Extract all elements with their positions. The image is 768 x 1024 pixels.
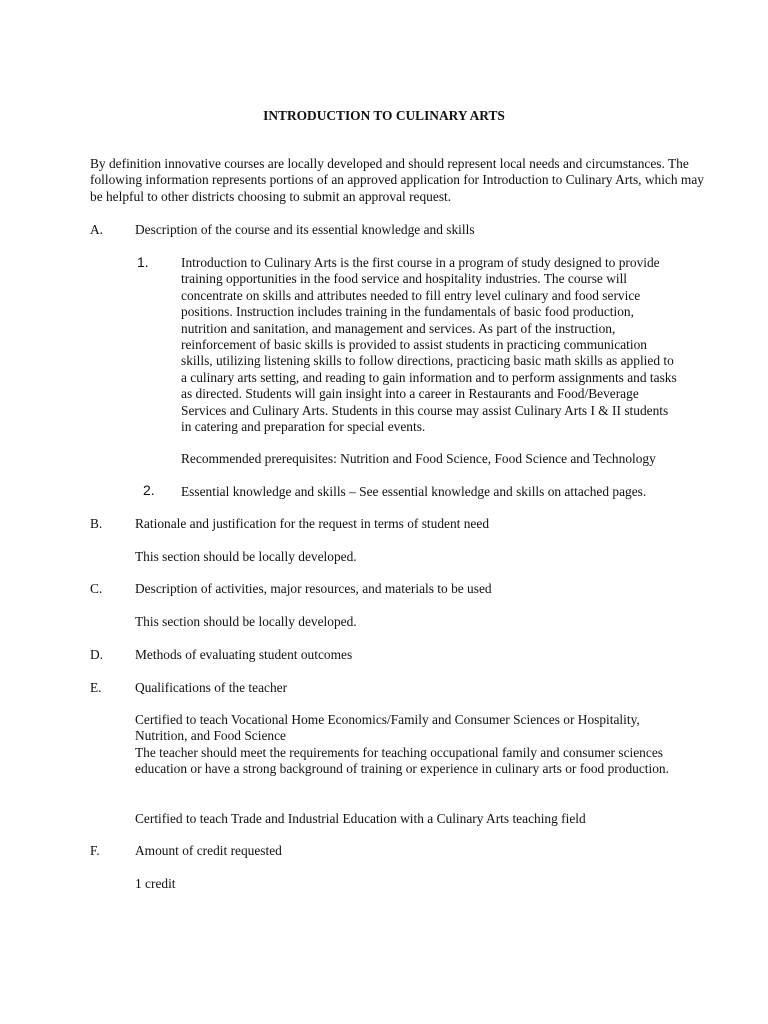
section-a-letter: A. (90, 222, 104, 237)
section-e-text-1: Certified to teach Vocational Home Economics/Family and Consumer Sciences or Hospitality, Nutrition, and Food Science (135, 712, 640, 744)
section-c-text: This section should be locally developed. (135, 614, 357, 629)
section-d-heading: Methods of evaluating student outcomes (135, 647, 353, 662)
section-f-text: 1 credit (135, 876, 176, 891)
section-b-letter: B. (90, 516, 103, 531)
section-c-letter: C. (90, 581, 103, 596)
section-b-heading: Rationale and justification for the request in terms of student need (135, 516, 490, 531)
section-e-letter: E. (90, 680, 102, 695)
section-a-heading: Description of the course and its essential knowledge and skills (135, 222, 475, 237)
section-e-text-2: The teacher should meet the requirements for teaching occupational family and consumer sciences education or have a strong background of training or experience in culinary arts or food production. (135, 745, 669, 777)
section-c-heading: Description of activities, major resources, and materials to be used (135, 581, 492, 596)
section-e-heading: Qualifications of the teacher (135, 680, 288, 695)
page-title: INTRODUCTION TO CULINARY ARTS (263, 108, 505, 123)
section-d-letter: D. (90, 647, 104, 662)
section-b-text: This section should be locally developed. (135, 549, 357, 564)
section-a-item-1-number: 1. (137, 254, 149, 270)
section-a-item-1-text: Introduction to Culinary Arts is the first course in a program of study designed to provide training opportunities in the food service and hospitality industries. The course will concentrate on skills and attributes needed to fill entry level culinary and food service positions. Instruction includes training in the fundamentals of basic food production, nutrition and sanitation, and management and services. As part of the instruction, reinforcement of basic skills is provided to assist students in practicing communication skills, utilizing listening skills to follow directions, practicing basic math skills as applied to a culinary arts setting, and reading to gain information and to perform assignments and tasks as directed. Students will gain insight into a career in Restaurants and Food/Beverage Services and Culinary Arts. Students in this course may assist Culinary Arts I & II students in catering and preparation for special events. (181, 255, 677, 435)
section-a-item-2-text: Essential knowledge and skills – See essential knowledge and skills on attached pages. (181, 484, 647, 499)
section-f-heading: Amount of credit requested (135, 843, 282, 858)
intro-paragraph: By definition innovative courses are locally developed and should represent local needs and circumstances. The following information represents portions of an approved application for Introduction to Culinary Arts, which may be helpful to other districts choosing to submit an approval request. (90, 156, 704, 204)
section-a-item-1-prerequisites: Recommended prerequisites: Nutrition and Food Science, Food Science and Technology (181, 451, 656, 466)
section-a-item-2-number: 2. (143, 482, 155, 498)
section-f-letter: F. (90, 843, 100, 858)
section-e-text-3: Certified to teach Trade and Industrial Education with a Culinary Arts teaching field (135, 811, 586, 826)
